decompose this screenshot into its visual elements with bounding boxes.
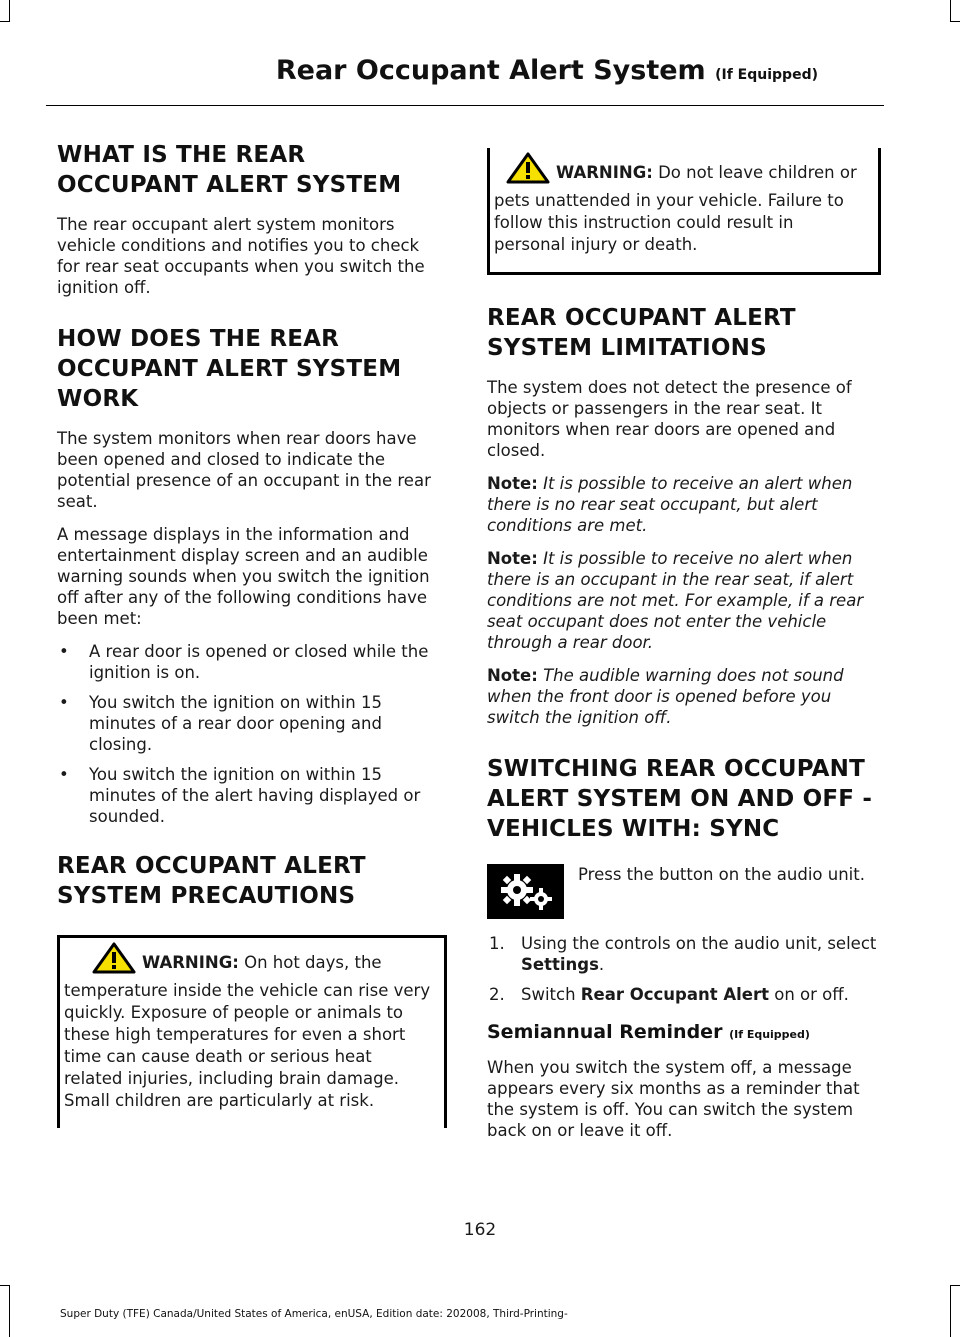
settings-button-row — [487, 864, 881, 919]
bullet-marker: • — [59, 765, 69, 784]
warning-label: WARNING: — [556, 163, 653, 182]
paragraph-limitations: The system does not detect the presence of objects or passengers in the rear seat. It monitors when rear doors are opened and closed. — [487, 378, 852, 460]
step-tail: on or off. — [769, 985, 849, 1004]
step-number: 2. — [489, 985, 505, 1004]
warning-text: Do not leave children or pets unattended in your vehicle. Failure to follow this instruction could result in personal injury or death. — [494, 163, 857, 254]
list-item — [487, 933, 881, 975]
conditions-list — [57, 641, 447, 827]
steps-list — [487, 933, 881, 1005]
warning-paragraph — [494, 152, 868, 256]
crop-mark — [0, 21, 9, 22]
right-column — [487, 140, 881, 1153]
header-qualifier: (If Equipped) — [715, 67, 818, 83]
heading-semiannual-reminder — [487, 1021, 881, 1043]
heading-how-does: HOW DOES THE REAR OCCUPANT ALERT SYSTEM WORK — [57, 326, 402, 412]
warning-triangle-icon — [92, 942, 136, 980]
note-paragraph — [487, 548, 881, 653]
list-item-text: You switch the ignition on within 15 minutes of a rear door opening and closing. — [89, 693, 382, 754]
reminder-qualifier: (If Equipped) — [729, 1028, 810, 1041]
list-item — [57, 692, 447, 755]
note-text: It is possible to receive no alert when there is an occupant in the rear seat, if alert conditions are not met. For example, if a rear seat occupant does not enter the vehicle through a rear door. — [487, 549, 864, 652]
header-title-text: Rear Occupant Alert System — [275, 55, 706, 86]
warning-box-heat — [57, 935, 447, 1128]
page-number: 162 — [463, 1220, 497, 1240]
step-number: 1. — [489, 934, 505, 953]
crop-mark — [9, 1285, 10, 1337]
reminder-title: Semiannual Reminder — [487, 1021, 723, 1043]
note-text: The audible warning does not sound when the front door is opened before you switch the ignition off. — [487, 666, 844, 727]
step-bold-term: Rear Occupant Alert — [580, 985, 770, 1004]
warning-label: WARNING: — [142, 953, 239, 972]
list-item — [57, 641, 447, 683]
bullet-marker: • — [59, 642, 69, 661]
heading-what-is: WHAT IS THE REAR OCCUPANT ALERT SYSTEM — [57, 142, 402, 198]
note-paragraph — [487, 473, 881, 536]
list-item-text: A rear door is opened or closed while the ignition is on. — [89, 642, 429, 682]
header-rule — [46, 105, 884, 106]
crop-mark — [950, 0, 951, 22]
warning-paragraph — [64, 942, 434, 1112]
warning-text: On hot days, the temperature inside the vehicle can rise very quickly. Exposure of people or animals to these high temperatures for even a short time can cause death or serious heat related injuries, including brain damage. Small children are particularly at risk. — [64, 953, 431, 1110]
crop-mark — [0, 1285, 9, 1286]
paragraph-press-button: Press the button on the audio unit. — [578, 865, 865, 884]
note-label: Note: — [487, 666, 538, 685]
left-column — [57, 140, 447, 1128]
heading-switching: SWITCHING REAR OCCUPANT ALERT SYSTEM ON AND OFF - VEHICLES WITH: SYNC — [487, 756, 873, 842]
notes-group — [487, 473, 881, 728]
crop-mark — [951, 21, 960, 22]
step-tail: . — [598, 955, 605, 974]
page-header-title — [276, 55, 818, 86]
step-text: Switch — [521, 985, 581, 1004]
paragraph-how-1: The system monitors when rear doors have been opened and closed to indicate the potential presence of an occupant in the rear seat. — [57, 429, 431, 511]
crop-mark — [950, 1285, 951, 1337]
crop-mark — [951, 1285, 960, 1286]
paragraph-reminder: When you switch the system off, a message appears every six months as a reminder that the system is off. You can switch the system back on or leave it off. — [487, 1058, 860, 1140]
list-item-text: You switch the ignition on within 15 minutes of the alert having displayed or sounded. — [89, 765, 421, 826]
warning-triangle-icon — [506, 152, 550, 190]
page-footer: Super Duty (TFE) Canada/United States of America, enUSA, Edition date: 202008, Third-Printing- — [60, 1308, 568, 1320]
heading-precautions: REAR OCCUPANT ALERT SYSTEM PRECAUTIONS — [57, 853, 366, 909]
bullet-marker: • — [59, 693, 69, 712]
note-label: Note: — [487, 474, 538, 493]
settings-gear-icon — [487, 864, 564, 919]
heading-limitations: REAR OCCUPANT ALERT SYSTEM LIMITATIONS — [487, 305, 796, 361]
paragraph-how-2: A message displays in the information and entertainment display screen and an audible warning sounds when you switch the ignition off after any of the following conditions have been met: — [57, 525, 430, 628]
warning-box-children — [487, 148, 881, 275]
step-text: Using the controls on the audio unit, select — [521, 934, 877, 953]
list-item — [487, 984, 881, 1005]
crop-mark — [9, 0, 10, 22]
note-text: It is possible to receive an alert when there is no rear seat occupant, but alert conditions are met. — [487, 474, 853, 535]
note-label: Note: — [487, 549, 538, 568]
note-paragraph — [487, 665, 881, 728]
step-bold-term: Settings — [521, 955, 599, 974]
paragraph-what-is: The rear occupant alert system monitors vehicle conditions and notifies you to check for rear seat occupants when you switch the ignition off. — [57, 215, 425, 297]
list-item — [57, 764, 447, 827]
